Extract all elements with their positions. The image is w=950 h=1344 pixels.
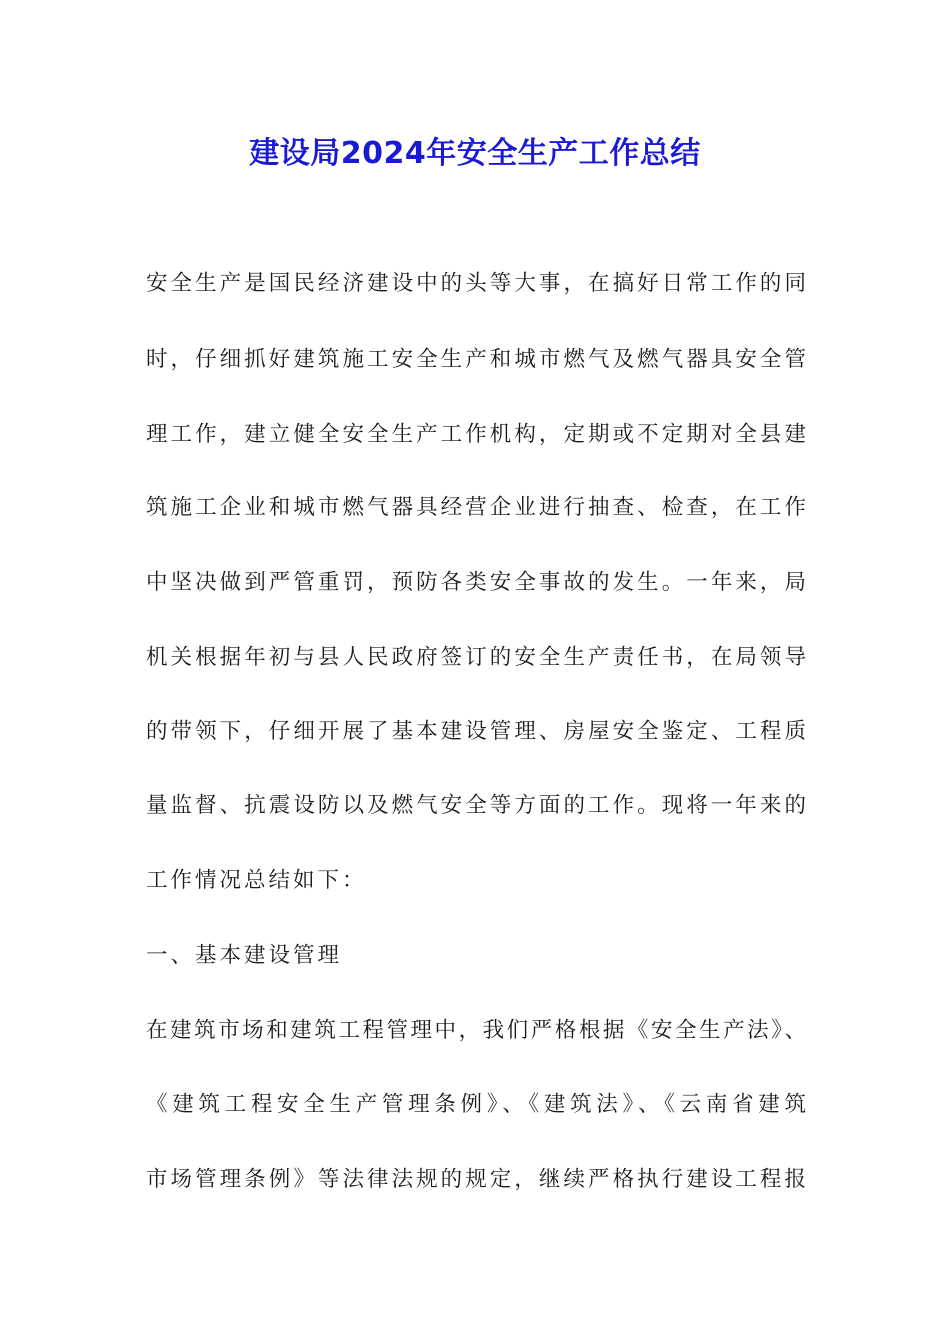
paragraph-line: 在建筑市场和建筑工程管理中，我们严格根据《安全生产法》、 [146,1018,806,1043]
paragraph-line: 安全生产是国民经济建设中的头等大事，在搞好日常工作的同 [146,271,806,296]
paragraph-line: 量监督、抗震设防以及燃气安全等方面的工作。现将一年来的 [146,793,806,818]
paragraph-line: 市场管理条例》等法律法规的规定，继续严格执行建设工程报 [146,1167,806,1192]
paragraph-line: 时，仔细抓好建筑施工安全生产和城市燃气及燃气器具安全管 [146,347,806,372]
paragraph-line: 理工作，建立健全安全生产工作机构，定期或不定期对全县建 [146,422,806,447]
paragraph-line: 工作情况总结如下： [146,868,367,893]
paragraph-line: 中坚决做到严管重罚，预防各类安全事故的发生。一年来，局 [146,570,806,595]
paragraph-line: 的带领下，仔细开展了基本建设管理、房屋安全鉴定、工程质 [146,719,806,744]
paragraph-line: 《建筑工程安全生产管理条例》、《建筑法》、《云南省建筑 [146,1092,806,1117]
section-heading: 一、基本建设管理 [146,943,343,968]
paragraph-line: 机关根据年初与县人民政府签订的安全生产责任书，在局领导 [146,645,806,670]
document-title: 建设局2024年安全生产工作总结 [249,136,701,171]
paragraph-line: 筑施工企业和城市燃气器具经营企业进行抽查、检查，在工作 [146,495,806,520]
